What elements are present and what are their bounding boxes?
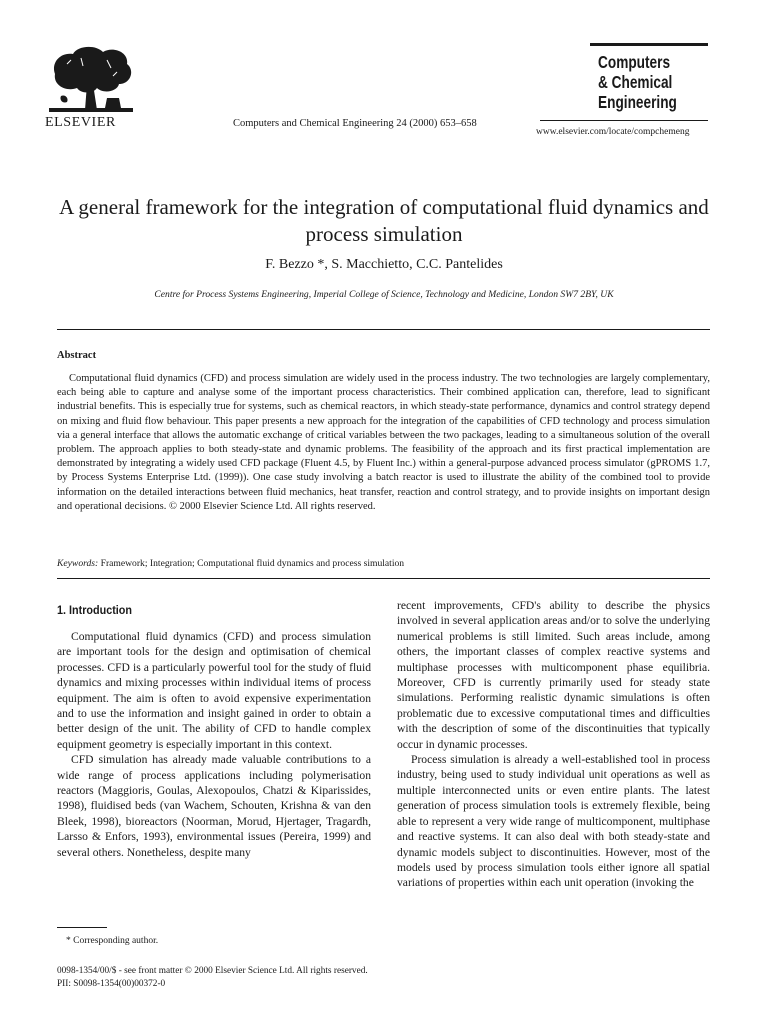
body-paragraph: CFD simulation has already made valuable contributions to a wide range of process applications including polymerisation reactors (Maggioris, Goulas, Alexopoulos, Chatzi & Kiparissides, 1998), fluidised beds (van Wachem, Schouten, Krishna & van den Bleek, 1998), bioreactors (Noorman, Morud, Hjertager, Tragardh, Larsso & Enfors, 1993), environmental issues (Pereira, 1999) and several others. Nonetheless, despite many <box>57 753 371 859</box>
journal-name-line-2: & Chemical <box>598 72 673 92</box>
abstract-top-rule <box>57 329 710 330</box>
journal-bottom-rule <box>540 120 708 121</box>
author-affiliation: Centre for Process Systems Engineering, Imperial College of Science, Technology and Medicine, London SW7 2BY, UK <box>154 289 614 300</box>
elsevier-tree-logo <box>47 44 135 116</box>
article-title: A general framework for the integration of computational fluid dynamics and process simulation <box>59 195 709 246</box>
front-matter <box>57 965 368 991</box>
abstract-heading: Abstract <box>57 350 97 361</box>
body-paragraph: Computational fluid dynamics (CFD) and process simulation are important tools for the design and optimisation of chemical processes. CFD is a particularly powerful tool for the study of fluid dynamics and mixing processes within individual items of process equipment. The aim is often to avoid expensive experimentation and to use the information and insight gained in order to obtain a better design of the unit. The ability of CFD to handle complex equipment geometry is especially important in this context. <box>57 630 371 751</box>
body-paragraph: recent improvements, CFD's ability to describe the physics involved in several application areas and/or to solve the underlying numerical problems is still limited. Such areas include, among others, the important classes of complex reactive systems and multiphase processes with multicomponent phase equilibria. Moreover, CFD is currently primarily used for steady state simulations. Performing realistic dynamic simulations is often problematic due to excessive computational times and difficulties with the description of some of the discontinuities that typically occur in dynamic processes. <box>397 599 710 751</box>
abstract-text: Computational fluid dynamics (CFD) and process simulation are widely used in the process industry. The two technologies are largely complementary, each being able to capture and analyse some of the important process characteristics. Their combined application can, therefore, lead to significant industrial benefits. This is especially true for systems, such as chemical reactors, in which steady-state performance, dynamics and control strategy depend on mixing and fluid flow behaviour. This paper presents a new approach for the integration of the capabilities of CFD technology and process simulation via a general interface that allows the automatic exchange of critical variables between the two packages, leading to a simultaneous solution of the overall problem. The approach applies to both steady-state and dynamic problems. The feasibility of the approach and its first practical implementation are demonstrated by integrating a widely used CFD package (Fluent 4.5, by Fluent Inc.) within a general-purpose advanced process simulator (gPROMS 1.7, by Process Systems Enterprise Ltd. (1999)). One case study involving a batch reactor is used to illustrate the ability of the combined tool to provide information on the detailed interactions between fluid mechanics, heat transfer, reaction and control strategy, and to provide insights on important design and operational decisions. © 2000 Elsevier Science Ltd. All rights reserved. <box>57 373 710 512</box>
abstract-bottom-rule <box>57 578 710 579</box>
body-paragraph: Process simulation is already a well-established tool in process industry, being used to study individual unit operations as well as multiple interconnected units or even entire plants. The latest generation of process simulation tools is extremely flexible, being able to represent a very wide range of multicomponent, multiphase and reactive systems. It can also deal with both steady-state and dynamic models subject to discontinuities. However, most of the models used by process simulation tools either ignore all spatial variations of properties within each unit operation (invoking the <box>397 753 710 890</box>
front-matter-line-1: 0098-1354/00/$ - see front matter © 2000 Elsevier Science Ltd. All rights reserved. <box>57 966 368 976</box>
footnote: * Corresponding author. <box>66 936 159 946</box>
publisher-name: ELSEVIER <box>45 115 116 130</box>
journal-top-rule <box>590 43 708 46</box>
left-column <box>57 629 371 860</box>
section-heading: 1. Introduction <box>57 603 132 617</box>
keywords-label: Keywords: <box>57 558 99 569</box>
journal-name-line-1: Computers <box>598 52 671 72</box>
journal-citation: Computers and Chemical Engineering 24 (2000) 653–658 <box>233 118 477 129</box>
footnote-rule <box>57 927 107 928</box>
journal-url[interactable]: www.elsevier.com/locate/compchemeng <box>536 127 690 137</box>
journal-name-line-3: Engineering <box>598 92 677 112</box>
journal-name <box>598 52 677 112</box>
right-column <box>397 598 710 891</box>
keywords-line <box>57 558 710 569</box>
front-matter-pii: PII: S0098-1354(00)00372-0 <box>57 979 166 989</box>
article-authors: F. Bezzo *, S. Macchietto, C.C. Pantelides <box>265 257 503 272</box>
keywords-list: Framework; Integration; Computational fluid dynamics and process simulation <box>100 558 405 569</box>
